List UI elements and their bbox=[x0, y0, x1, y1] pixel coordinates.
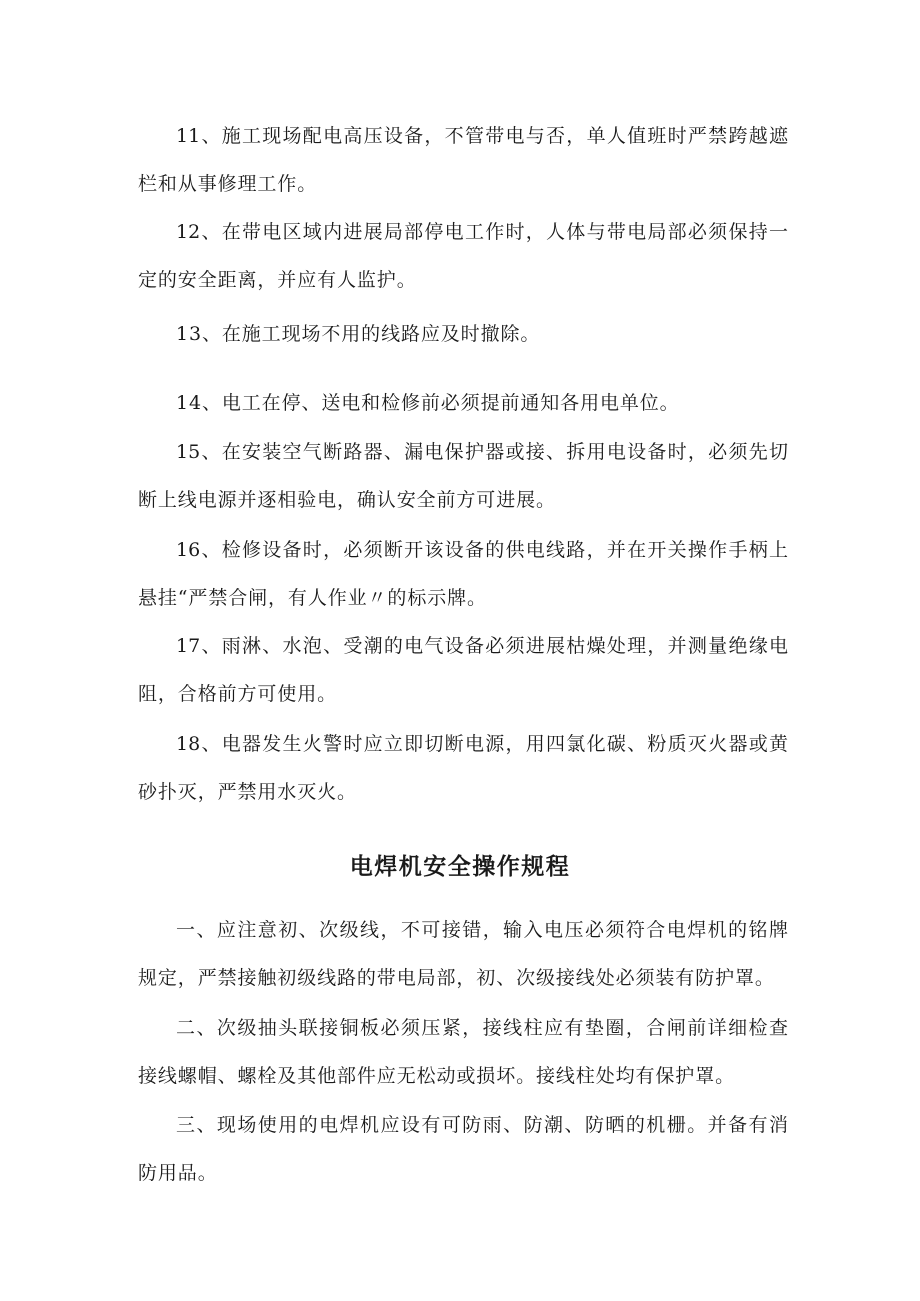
section-item-3-line-2: 防用品。 bbox=[138, 1162, 218, 1184]
item-15-line-1: 15、在安装空气断路器、漏电保护器或接、拆用电设备时，必须先切 bbox=[176, 441, 788, 463]
section-item-2-line-2: 接线螺帽、螺栓及其他部件应无松动或损坏。接线柱处均有保护罩。 bbox=[138, 1065, 736, 1087]
item-12-line-1: 12、在带电区域内进展局部停电工作时，人体与带电局部必须保持一 bbox=[176, 221, 788, 243]
item-11-line-2: 栏和从事修理工作。 bbox=[138, 173, 318, 195]
item-16-line-1: 16、检修设备时，必须断开该设备的供电线路，并在开关操作手柄上 bbox=[176, 539, 788, 561]
item-11-line-1: 11、施工现场配电高压设备，不管带电与否，单人值班时严禁跨越遮 bbox=[176, 125, 788, 147]
item-13-line-1: 13、在施工现场不用的线路应及时撤除。 bbox=[176, 323, 541, 345]
item-18-line-1: 18、电器发生火警时应立即切断电源，用四氯化碳、粉质灭火器或黄 bbox=[176, 733, 788, 755]
item-17-line-2: 阻，合格前方可使用。 bbox=[138, 683, 338, 705]
section-item-3-line-1: 三、现场使用的电焊机应设有可防雨、防潮、防晒的机栅。并备有消 bbox=[176, 1114, 788, 1136]
item-16-line-2: 悬挂“严禁合闸，有人作业〃的标示牌。 bbox=[138, 587, 487, 609]
item-14-line-1: 14、电工在停、送电和检修前必须提前通知各用电单位。 bbox=[176, 392, 680, 414]
section-title: 电焊机安全操作规程 bbox=[349, 853, 571, 880]
section-item-1-line-1: 一、应注意初、次级线，不可接错，输入电压必须符合电焊机的铭牌 bbox=[176, 919, 788, 941]
item-17-line-1: 17、雨淋、水泡、受潮的电气设备必须进展枯燥处理，并测量绝缘电 bbox=[176, 635, 788, 657]
item-12-line-2: 定的安全距离，并应有人监护。 bbox=[138, 269, 417, 291]
item-18-line-2: 砂扑灭，严禁用水灭火。 bbox=[138, 781, 357, 803]
section-item-2-line-1: 二、次级抽头联接铜板必须压紧，接线柱应有垫圈，合闸前详细检查 bbox=[176, 1017, 788, 1039]
section-item-1-line-2: 规定，严禁接触初级线路的带电局部，初、次级接线处必须装有防护罩。 bbox=[138, 967, 775, 989]
item-15-line-2: 断上线电源并逐相验电，确认安全前方可进展。 bbox=[138, 489, 556, 511]
